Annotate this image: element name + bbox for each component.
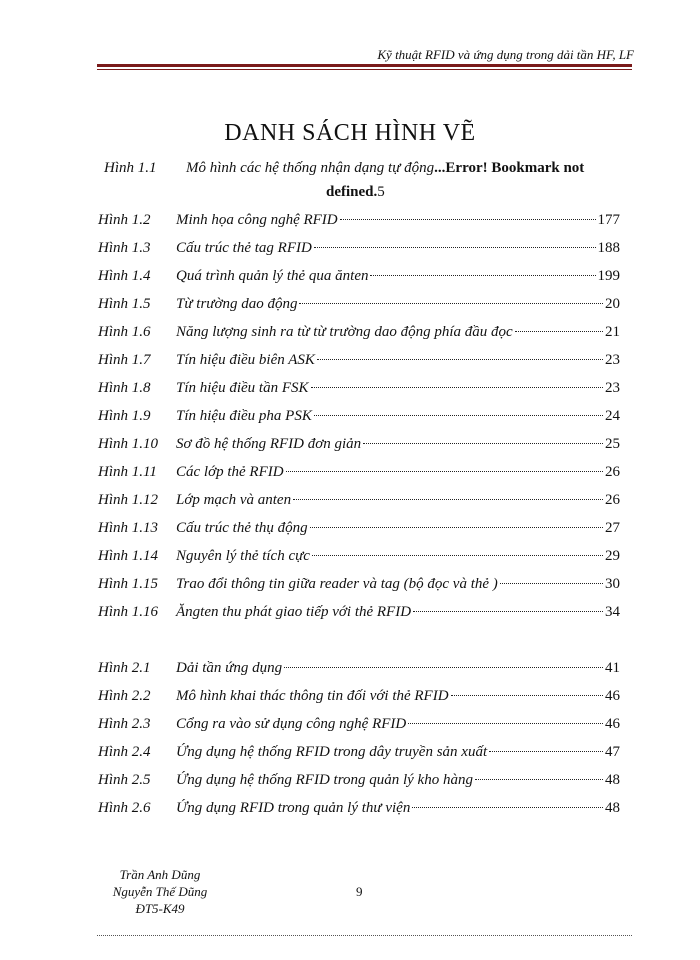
figure-number: Hình 1.15 xyxy=(98,576,158,592)
figure-number: Hình 1.6 xyxy=(98,324,151,340)
figure-caption: Cấu trúc thẻ thụ động xyxy=(176,520,308,536)
figure-page: 46 xyxy=(605,688,620,704)
figure-page: 48 xyxy=(605,800,620,816)
figure-number: Hình 2.5 xyxy=(98,772,151,788)
figure-page: 30 xyxy=(605,576,620,592)
figure-page: 48 xyxy=(605,772,620,788)
figure-page: 27 xyxy=(605,520,620,536)
figure-page: 5 xyxy=(377,184,385,200)
footer-rule xyxy=(97,935,632,936)
figure-number: Hình 1.14 xyxy=(98,548,158,564)
figure-caption: Nguyên lý thẻ tích cực xyxy=(176,548,310,564)
figure-caption: Ứng dụng hệ thống RFID trong quản lý kho hàng xyxy=(176,772,473,788)
figure-caption: Dải tần ứng dụng xyxy=(176,660,283,676)
figure-page: 26 xyxy=(605,492,620,508)
figure-page: 177 xyxy=(597,212,620,228)
figure-page: 34 xyxy=(605,604,620,620)
page-title: DANH SÁCH HÌNH VẼ xyxy=(224,120,476,146)
figure-caption: Tín hiệu điều pha PSK xyxy=(176,408,312,424)
figure-page: 21 xyxy=(605,324,620,340)
figure-entry[interactable] xyxy=(98,716,620,736)
bookmark-error-text: ...Error! Bookmark not xyxy=(434,160,585,176)
dot-leader xyxy=(286,471,603,472)
dot-leader xyxy=(413,611,603,612)
author-name: Nguyễn Thế Dũng xyxy=(112,884,208,899)
figure-caption: Cổng ra vào sử dụng công nghệ RFID xyxy=(176,716,407,732)
figure-entry[interactable] xyxy=(98,240,620,260)
dot-leader xyxy=(451,695,603,696)
figure-number: Hình 1.10 xyxy=(98,436,158,452)
figure-page: 41 xyxy=(605,660,620,676)
author-name: Trần Anh Dũng xyxy=(119,867,201,882)
dot-leader xyxy=(311,387,604,388)
figure-page: 24 xyxy=(605,408,620,424)
figure-page: 199 xyxy=(597,268,620,284)
figure-caption: Tín hiệu điều tần FSK xyxy=(176,380,309,396)
figure-entry[interactable] xyxy=(98,576,620,596)
figure-number: Hình 2.3 xyxy=(98,716,151,732)
dot-leader xyxy=(284,667,603,668)
figure-entry[interactable] xyxy=(98,548,620,568)
dot-leader xyxy=(312,555,603,556)
dot-leader xyxy=(314,247,596,248)
figure-caption: Cấu trúc thẻ tag RFID xyxy=(176,240,312,256)
figure-entry[interactable] xyxy=(98,604,620,624)
figure-number: Hình 1.5 xyxy=(98,296,151,312)
running-header-title: Kỹ thuật RFID và ứng dụng trong dải tần HF, LF xyxy=(377,47,634,62)
figure-caption: Từ trường dao động xyxy=(176,296,298,312)
figure-entry[interactable] xyxy=(98,464,620,484)
figure-caption: Tín hiệu điều biên ASK xyxy=(176,352,315,368)
figure-number: Hình 1.7 xyxy=(98,352,151,368)
figure-entry[interactable] xyxy=(98,660,620,680)
figure-page: 188 xyxy=(597,240,620,256)
figure-entry[interactable] xyxy=(98,380,620,400)
figure-caption: Lớp mạch và anten xyxy=(176,492,292,508)
figure-caption: Mô hình các hệ thống nhận dạng tự động xyxy=(186,160,435,176)
figure-number: Hình 1.1 xyxy=(104,160,157,176)
figure-caption: Ứng dụng hệ thống RFID trong dây truyền sản xuất xyxy=(176,744,488,760)
figure-entry[interactable] xyxy=(98,520,620,540)
figure-entry[interactable] xyxy=(98,800,620,820)
dot-leader xyxy=(314,415,603,416)
figure-number: Hình 1.16 xyxy=(98,604,158,620)
figure-entry[interactable] xyxy=(98,436,620,456)
figure-caption: Minh họa công nghệ RFID xyxy=(176,212,338,228)
figure-entry[interactable] xyxy=(98,744,620,764)
dot-leader xyxy=(310,527,603,528)
figure-number: Hình 2.1 xyxy=(98,660,151,676)
figure-entry[interactable] xyxy=(98,408,620,428)
dot-leader xyxy=(412,807,603,808)
figure-page: 26 xyxy=(605,464,620,480)
figure-entry[interactable] xyxy=(98,352,620,372)
dot-leader xyxy=(475,779,603,780)
figure-number: Hình 1.11 xyxy=(98,464,157,480)
dot-leader xyxy=(363,443,603,444)
dot-leader xyxy=(408,723,603,724)
dot-leader xyxy=(515,331,603,332)
figure-entry[interactable] xyxy=(98,492,620,512)
figure-page: 46 xyxy=(605,716,620,732)
figure-entry[interactable] xyxy=(98,688,620,708)
figure-number: Hình 1.2 xyxy=(98,212,151,228)
page-number: 9 xyxy=(356,884,363,899)
figure-entry[interactable] xyxy=(98,772,620,792)
dot-leader xyxy=(299,303,603,304)
figure-caption: Mô hình khai thác thông tin đối với thẻ RFID xyxy=(176,688,449,704)
figure-page: 47 xyxy=(605,744,620,760)
figure-caption: Ăngten thu phát giao tiếp với thẻ RFID xyxy=(176,604,412,620)
figure-page: 20 xyxy=(605,296,620,312)
dot-leader xyxy=(370,275,595,276)
figure-number: Hình 1.4 xyxy=(98,268,151,284)
footer-authors xyxy=(96,866,224,917)
dot-leader xyxy=(317,359,603,360)
figure-number: Hình 2.2 xyxy=(98,688,151,704)
figure-caption: Sơ đồ hệ thống RFID đơn giản xyxy=(176,436,362,452)
figure-caption: Trao đổi thông tin giữa reader và tag (bộ đọc và thẻ ) xyxy=(176,576,498,592)
figure-number: Hình 1.13 xyxy=(98,520,158,536)
author-class: ĐT5-K49 xyxy=(135,901,185,916)
figure-number: Hình 1.12 xyxy=(98,492,158,508)
bookmark-error-text-cont: defined. xyxy=(326,184,378,200)
figure-number: Hình 1.8 xyxy=(98,380,151,396)
figure-entry[interactable] xyxy=(98,212,620,232)
figure-caption: Năng lượng sinh ra từ từ trường dao động phía đầu đọc xyxy=(176,324,513,340)
dot-leader xyxy=(340,219,596,220)
figure-entry[interactable] xyxy=(98,324,620,344)
figure-page: 23 xyxy=(605,380,620,396)
figure-caption: Quá trình quản lý thẻ qua ănten xyxy=(176,268,369,284)
figure-number: Hình 1.9 xyxy=(98,408,151,424)
dot-leader xyxy=(293,499,603,500)
dot-leader xyxy=(500,583,603,584)
figure-caption: Ứng dụng RFID trong quản lý thư viện xyxy=(176,800,411,816)
figure-entry[interactable] xyxy=(98,296,620,316)
figure-number: Hình 1.3 xyxy=(98,240,151,256)
figure-page: 25 xyxy=(605,436,620,452)
figure-number: Hình 2.4 xyxy=(98,744,151,760)
figure-caption: Các lớp thẻ RFID xyxy=(176,464,284,480)
figure-page: 23 xyxy=(605,352,620,368)
figure-page: 29 xyxy=(605,548,620,564)
figure-number: Hình 2.6 xyxy=(98,800,151,816)
dot-leader xyxy=(489,751,603,752)
figure-entry[interactable] xyxy=(98,268,620,288)
